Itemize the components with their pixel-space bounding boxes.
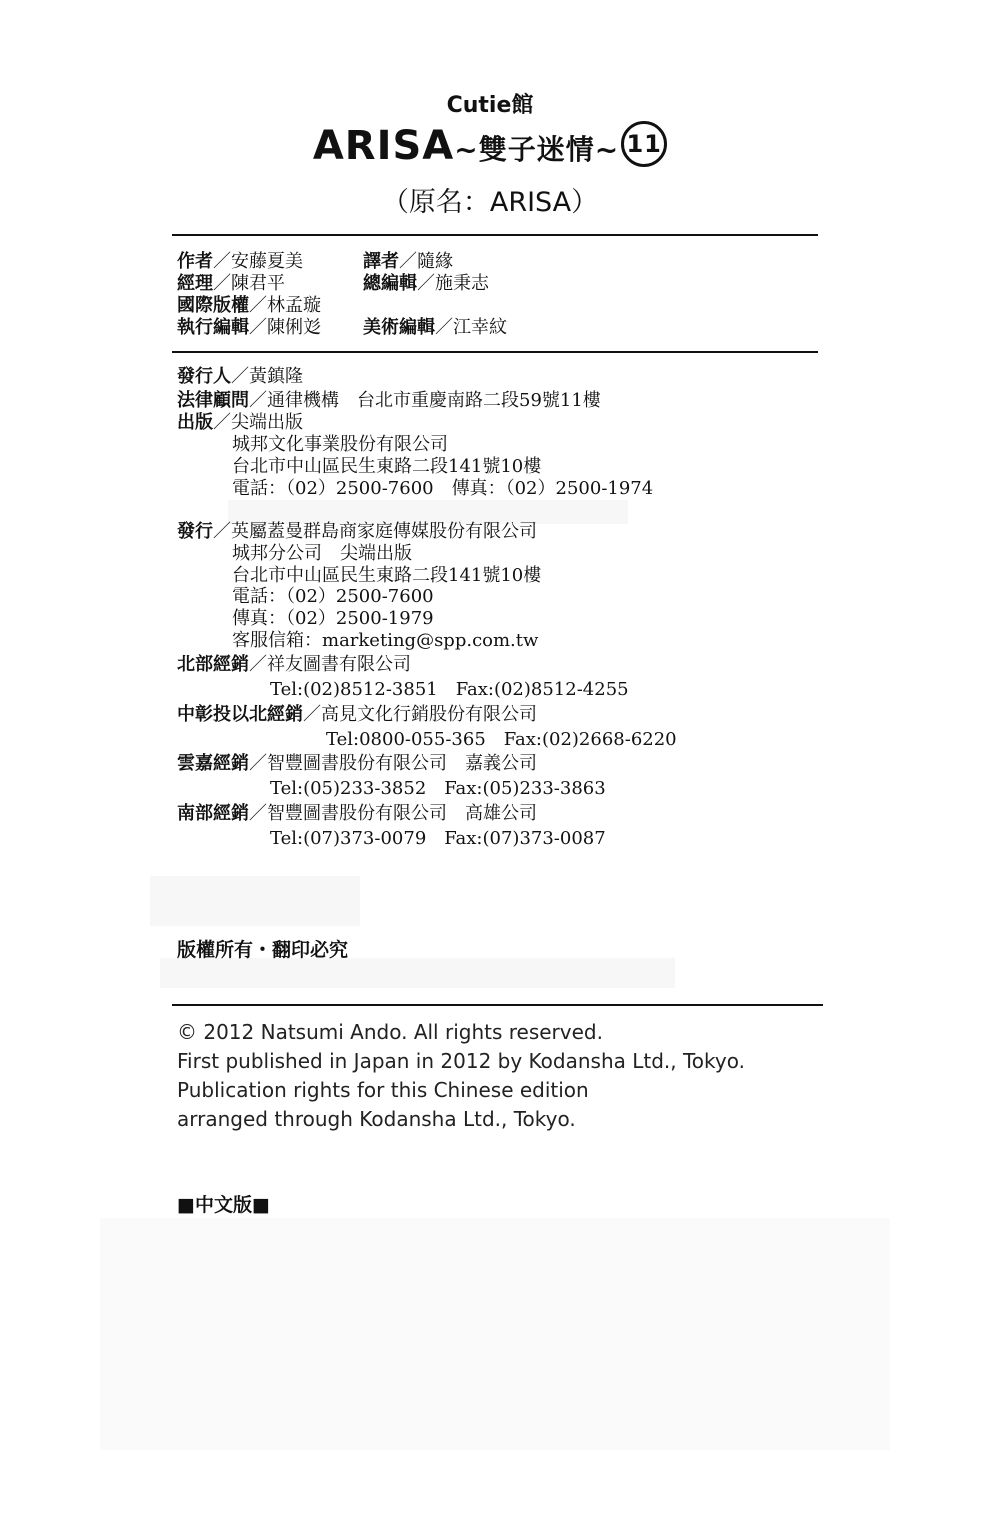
divider-top — [172, 234, 818, 236]
credit-intl-rights: 國際版權／林孟璇 — [177, 295, 321, 316]
press-phone: 電話：（02）2500-7600 傳真：（02）2500-1974 — [232, 478, 654, 499]
press-address: 台北市中山區民生東路二段141號10樓 — [232, 456, 542, 477]
copyright-line-3: Publication rights for this Chinese edition — [177, 1078, 589, 1102]
book-title — [0, 123, 980, 171]
distribution-address: 台北市中山區民生東路二段141號10樓 — [232, 565, 542, 586]
divider-bottom — [172, 1004, 823, 1006]
south-distributor-tel: Tel:(07)373-0079 Fax:(07)373-0087 — [270, 828, 606, 849]
original-title: （原名：ARISA） — [381, 187, 599, 218]
copyright-line-1: © 2012 Natsumi Ando. All rights reserved. — [177, 1020, 603, 1044]
book-title-sub: ~雙子迷情~ — [454, 133, 620, 166]
credit-chief-editor: 總編輯／施秉志 — [363, 273, 489, 294]
credit-exec-editor: 執行編輯／陳俐彣 — [177, 317, 321, 338]
south-distributor: 南部經銷／智豐圖書股份有限公司 高雄公司 — [177, 803, 537, 824]
copyright-line-4: arranged through Kodansha Ltd., Tokyo. — [177, 1107, 576, 1131]
distribution-line: 發行／英屬蓋曼群島商家庭傳媒股份有限公司 — [177, 521, 537, 542]
north-distributor-tel: Tel:(02)8512-3851 Fax:(02)8512-4255 — [270, 679, 629, 700]
scan-smudge — [150, 876, 360, 926]
credit-translator: 譯者／隨緣 — [363, 251, 453, 272]
credit-art-editor: 美術編輯／江幸紋 — [363, 317, 507, 338]
yunjia-distributor: 雲嘉經銷／智豐圖書股份有限公司 嘉義公司 — [177, 753, 537, 774]
publisher-line: 發行人／黃鎮隆 — [177, 366, 303, 387]
copyright-line-2: First published in Japan in 2012 by Kodansha Ltd., Tokyo. — [177, 1049, 745, 1073]
scan-smudge — [100, 1218, 890, 1450]
volume-badge: 11 — [621, 121, 667, 167]
credit-manager: 經理／陳君平 — [177, 273, 285, 294]
central-distributor: 中彰投以北經銷／高見文化行銷股份有限公司 — [177, 704, 537, 725]
series-name: Cutie館 — [446, 93, 534, 118]
distribution-email: 客服信箱：marketing@spp.com.tw — [232, 630, 539, 651]
legal-counsel-line: 法律顧問／通律機構 台北市重慶南路二段59號11樓 — [177, 390, 601, 411]
press-company: 城邦文化事業股份有限公司 — [232, 434, 448, 455]
distribution-phone: 電話：（02）2500-7600 — [232, 586, 434, 607]
central-distributor-tel: Tel:0800-055-365 Fax:(02)2668-6220 — [326, 729, 677, 750]
rights-notice: 版權所有・翻印必究 — [177, 939, 349, 961]
divider-middle — [172, 351, 818, 353]
scan-smudge — [160, 958, 675, 988]
book-title-main: ARISA — [312, 123, 455, 169]
distribution-fax: 傳真：（02）2500-1979 — [232, 608, 434, 629]
edition-label: ■中文版■ — [177, 1194, 270, 1216]
distribution-branch: 城邦分公司 尖端出版 — [232, 543, 412, 564]
yunjia-distributor-tel: Tel:(05)233-3852 Fax:(05)233-3863 — [270, 778, 606, 799]
north-distributor: 北部經銷／祥友圖書有限公司 — [177, 654, 411, 675]
credit-author: 作者／安藤夏美 — [177, 251, 303, 272]
press-line: 出版／尖端出版 — [177, 412, 303, 433]
